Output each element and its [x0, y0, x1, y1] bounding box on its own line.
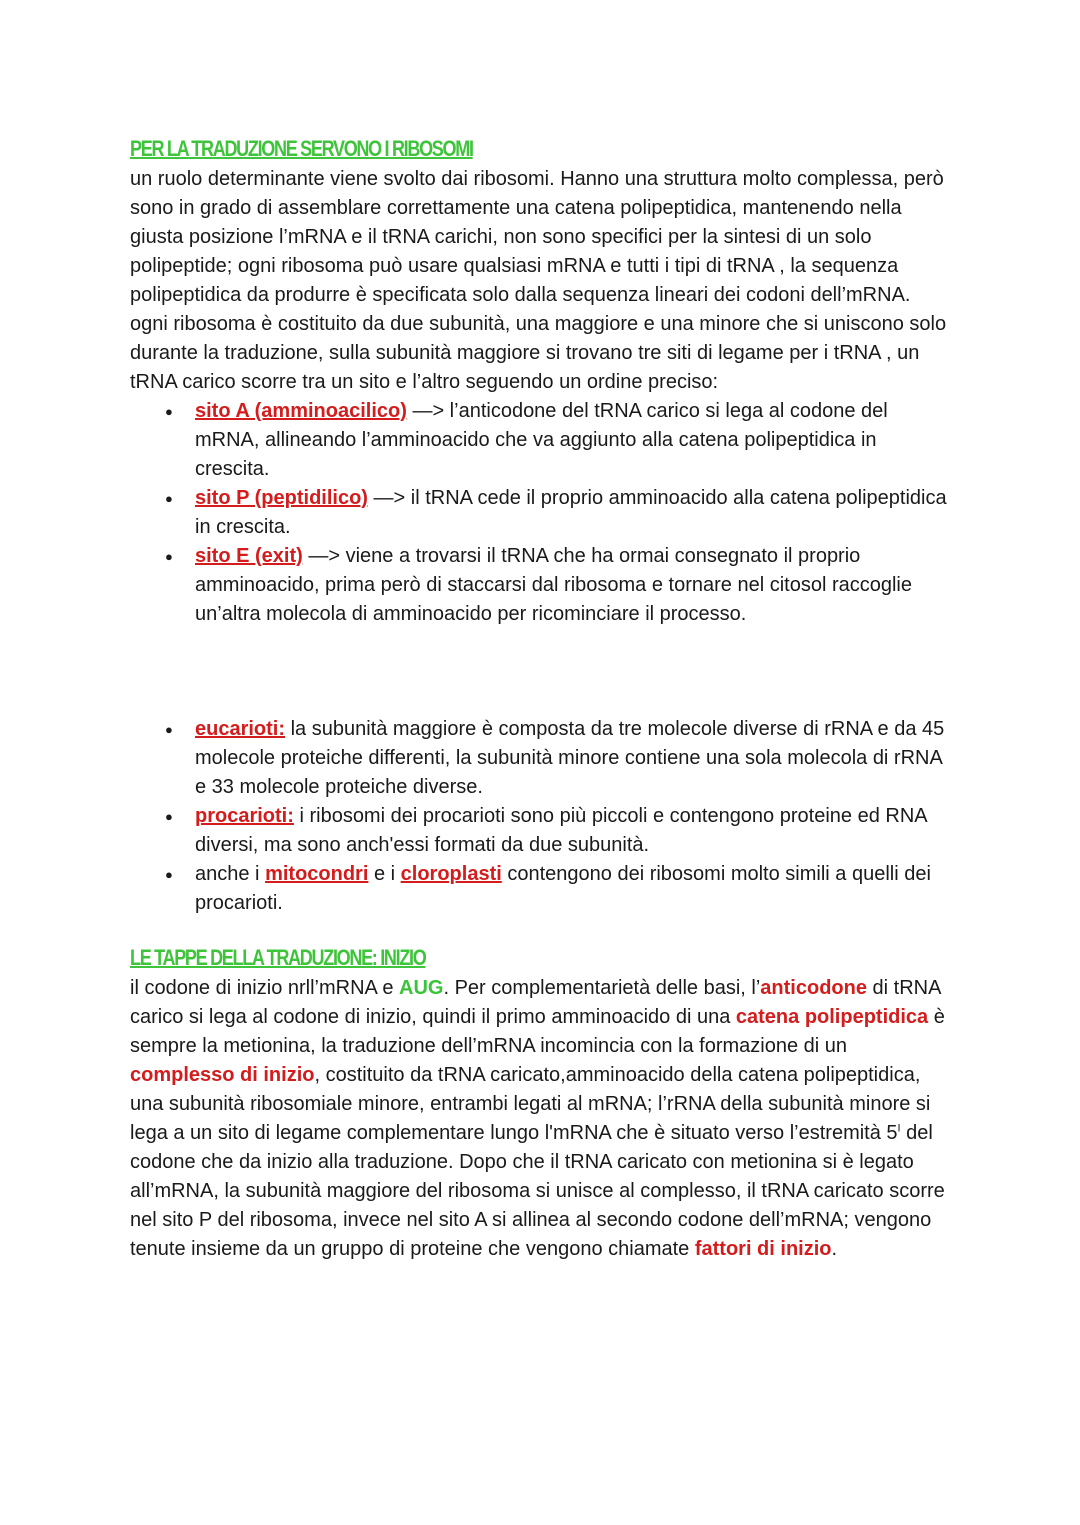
list-item: [130, 397, 950, 484]
organism-types-list: [130, 715, 950, 918]
organelles-text-post: contengono dei ribosomi molto simili a quelli dei procarioti.: [195, 863, 931, 914]
list-item: [130, 715, 950, 802]
list-item: [130, 860, 950, 918]
organelles-text-mid: e i: [368, 863, 401, 885]
polypeptide-chain-term: catena polipeptidica: [735, 1006, 929, 1028]
text-run: il codone di inizio nrll’mRNA e: [130, 977, 400, 999]
spacer: [130, 918, 950, 942]
aug-codon: AUG: [399, 977, 444, 999]
site-p-term: sito P (peptidilico): [195, 487, 368, 509]
list-item: [130, 484, 950, 542]
list-item: [130, 802, 950, 860]
intro-paragraph: un ruolo determinante viene svolto dai ribosomi. Hanno una struttura molto complessa, però sono in grado di assemblare correttamente una catena polipeptidica, mantenendo nella giusta posizione l’mRNA e il tRNA carichi, non sono specifici per la sintesi di un solo polipeptide; ogni ribosoma può usare qualsiasi mRNA e tutti i tipi di tRNA , la sequenza polipeptidica da produrre è specificata solo dalla sequenza lineari dei codoni dell’mRNA.: [130, 168, 944, 306]
section-heading-translation-initiation: LE TAPPE DELLA TRADUZIONE: INIZIO: [130, 945, 426, 970]
eukaryotes-term: eucarioti:: [195, 718, 286, 740]
list-item: [130, 542, 950, 629]
prokaryotes-description: i ribosomi dei procarioti sono più piccoli e contengono proteine ed RNA diversi, ma sono anch'essi formati da due subunità.: [195, 805, 927, 856]
text-run: del codone che da inizio alla traduzione. Dopo che il tRNA caricato con metionina si è legato all’mRNA, la subunità maggiore del ribosoma si unisce al complesso, il tRNA caricato scorre nel sito P del ribosoma, invece nel sito A si allinea al secondo codone dell’mRNA; vengono tenute insieme da un gruppo di proteine che vengono chiamate: [130, 1122, 945, 1260]
binding-sites-list: [130, 397, 950, 629]
eukaryotes-description: la subunità maggiore è composta da tre molecole diverse di rRNA e da 45 molecole proteiche differenti, la subunità minore contiene una sola molecola di rRNA e 33 molecole proteiche diverse.: [195, 718, 945, 798]
site-e-description: —> viene a trovarsi il tRNA che ha ormai consegnato il proprio amminoacido, prima però di staccarsi dal ribosoma e tornare nel citosol raccoglie un’altra molecola di amminoacido per ricominciare il processo.: [195, 545, 912, 625]
prokaryotes-term: procarioti:: [195, 805, 294, 827]
initiation-complex-term: complesso di inizio: [130, 1064, 315, 1086]
initiation-factors-term: fattori di inizio: [694, 1238, 832, 1260]
anticodon-term: anticodone: [760, 977, 867, 999]
initiation-paragraph: [130, 974, 950, 1264]
text-run: .: [831, 1238, 838, 1260]
site-a-description: —> l’anticodone del tRNA carico si lega al codone del mRNA, allineando l’amminoacido che va aggiunto alla catena polipeptidica in crescita.: [195, 400, 888, 480]
organelles-text-pre: anche i: [195, 863, 266, 885]
site-e-term: sito E (exit): [195, 545, 303, 567]
text-run: , costituito da tRNA caricato,amminoacido della catena polipeptidica, una subunità ribosomiale minore, entrambi legati al mRNA; l’rRNA della subunità minore si lega a un sito di legame complementare lungo l'mRNA che è situato verso l’estremità 5: [130, 1064, 931, 1144]
chloroplasts-term: cloroplasti: [400, 863, 502, 885]
section-heading-ribosomes: PER LA TRADUZIONE SERVONO I RIBOSOMI: [130, 136, 473, 161]
mitochondria-term: mitocondri: [265, 863, 369, 885]
ribosome-structure-paragraph: ogni ribosoma è costituito da due subunità, una maggiore e una minore che si uniscono solo durante la traduzione, sulla subunità maggiore si trovano tre siti di legame per i tRNA , un tRNA carico scorre tra un sito e l’altro seguendo un ordine preciso:: [130, 313, 947, 393]
site-p-description: —> il tRNA cede il proprio amminoacido alla catena polipeptidica in crescita.: [195, 487, 947, 538]
document-page: [130, 133, 950, 1264]
site-a-term: sito A (amminoacilico): [195, 400, 407, 422]
prime-superscript: I: [897, 1122, 901, 1135]
text-run: di tRNA carico si lega al codone di inizio, quindi il primo amminoacido di una: [130, 977, 941, 1028]
text-run: è sempre la metionina, la traduzione dell’mRNA incomincia con la formazione di un: [130, 1006, 945, 1057]
text-run: . Per complementarietà delle basi, l’: [443, 977, 761, 999]
spacer: [130, 629, 950, 715]
